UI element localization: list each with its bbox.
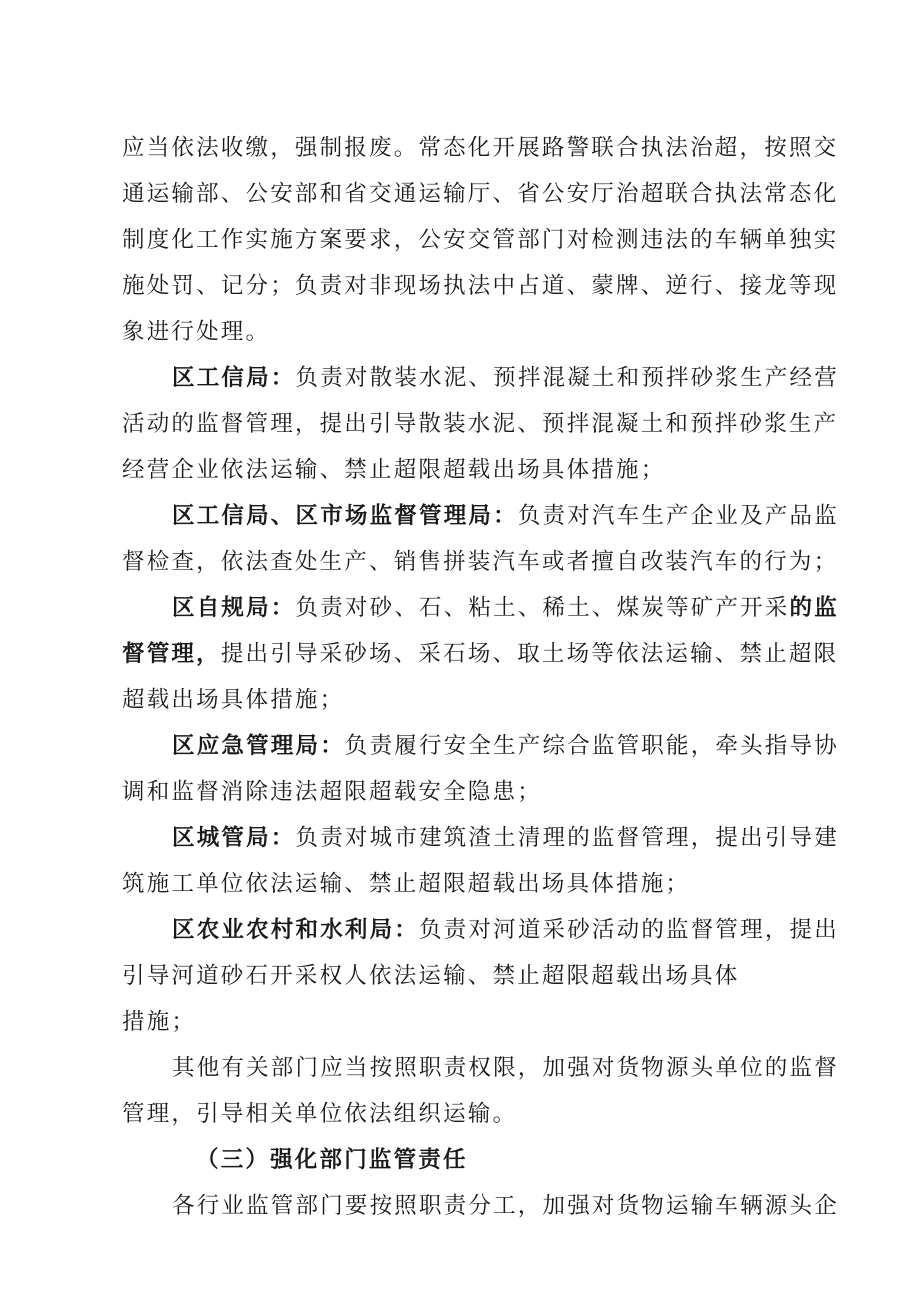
department-label: 区工信局： (172, 365, 296, 391)
paragraph-market-supervision (172, 501, 839, 531)
body-text: 负责对散装水泥、预拌混凝土和预拌砂浆生产经营 (295, 365, 839, 391)
body-text: 提出引导采砂场、采石场、取土场等依法运输、禁止超限 (220, 641, 839, 667)
body-text: 负责对城市建筑渣土清理的监督管理，提出引导建 (295, 825, 839, 851)
department-label: 区应急管理局： (172, 733, 345, 759)
body-text-line: 施处罚、记分；负责对非现场执法中占道、蒙牌、逆行、接龙等现 (122, 273, 839, 299)
paragraph-agriculture-water (172, 915, 839, 945)
body-text-line: 措施； (122, 1009, 197, 1035)
body-text: 负责对汽车生产企业及产品监 (517, 503, 839, 529)
body-text-line (122, 639, 839, 669)
body-text-line: 调和监督消除违法超限超载安全隐患； (122, 779, 542, 805)
paragraph-natural-resources (172, 593, 839, 623)
paragraph-emergency-management (172, 731, 839, 761)
paragraph-urban-management (172, 823, 839, 853)
section-heading: （三）强化部门监管责任 (196, 1147, 468, 1173)
bold-text: 督管理， (122, 641, 221, 667)
body-text-line: 引导河道砂石开采权人依法运输、禁止超限超载出场具体 (122, 963, 740, 989)
bold-text: 的监 (789, 595, 839, 621)
department-label: 区工信局、区市场监督管理局： (172, 503, 518, 529)
body-text-line: 督检查，依法查处生产、销售拼装汽车或者擅自改装汽车的行为； (122, 549, 839, 575)
paragraph-industry-bureau (172, 363, 839, 393)
body-text-line: 超载出场具体措施； (122, 687, 345, 713)
body-text-line: 筑施工单位依法运输、禁止超限超载出场具体措施； (122, 871, 691, 897)
body-text-line: 其他有关部门应当按照职责权限，加强对货物源头单位的监督 (172, 1055, 839, 1081)
body-text-line: 经营企业依法运输、禁止超限超载出场具体措施； (122, 457, 666, 483)
body-text-line: 象进行处理。 (122, 319, 271, 345)
body-text-line: 管理，引导相关单位依法组织运输。 (122, 1101, 518, 1127)
body-text-line: 各行业监管部门要按照职责分工，加强对货物运输车辆源头企 (172, 1193, 839, 1219)
body-text-line: 活动的监督管理，提出引导散装水泥、预拌混凝土和预拌砂浆生产 (122, 411, 839, 437)
department-label: 区农业农村和水利局： (172, 917, 420, 943)
department-label: 区城管局： (172, 825, 296, 851)
body-text-line: 应当依法收缴，强制报废。常态化开展路警联合执法治超，按照交 (122, 135, 839, 161)
body-text-line: 制度化工作实施方案要求，公安交管部门对检测违法的车辆单独实 (122, 227, 839, 253)
body-text: 负责对河道采砂活动的监督管理，提出 (419, 917, 839, 943)
body-text: 负责履行安全生产综合监管职能，牵头指导协 (344, 733, 839, 759)
body-text: 负责对砂、石、粘土、稀土、煤炭等矿产开采 (295, 595, 790, 621)
department-label: 区自规局： (172, 595, 296, 621)
body-text-line: 通运输部、公安部和省交通运输厅、省公安厅治超联合执法常态化 (122, 181, 839, 207)
